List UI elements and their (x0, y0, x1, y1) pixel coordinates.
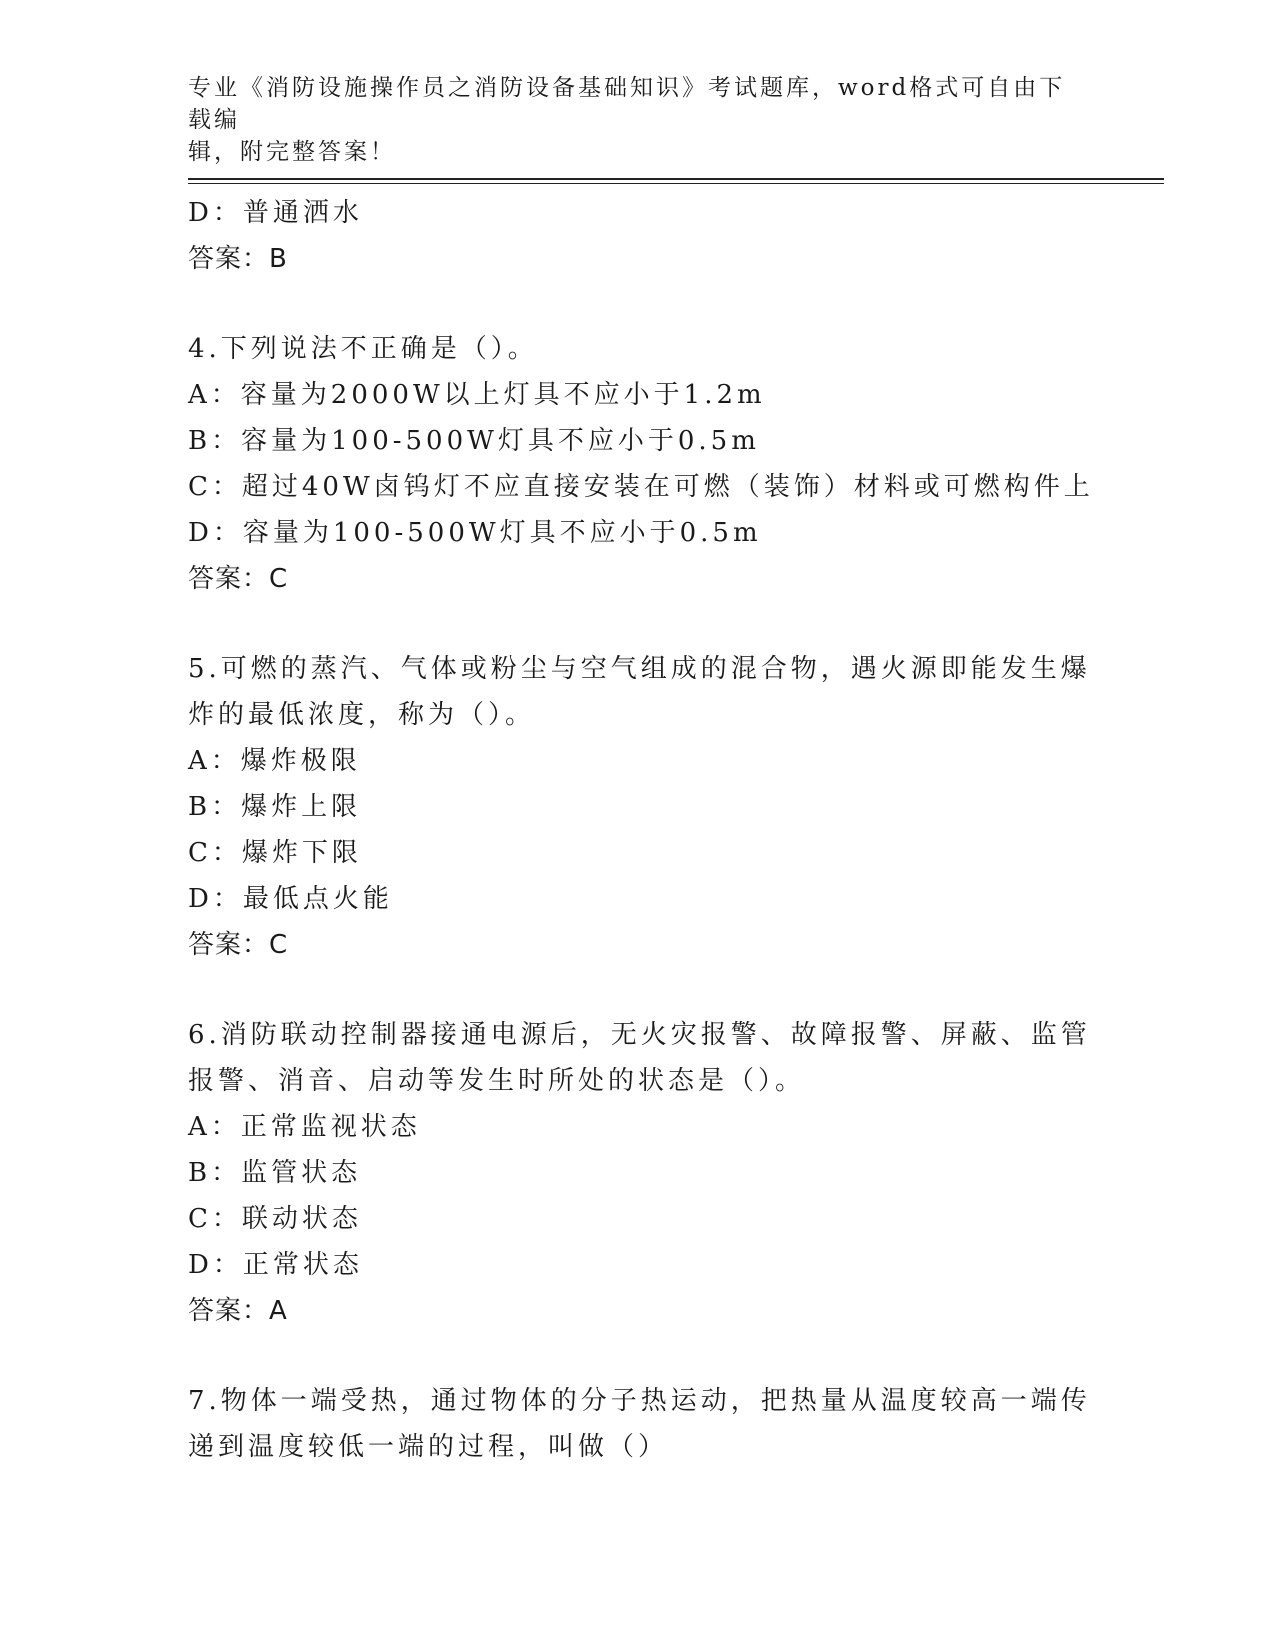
header-divider-thin (188, 183, 1164, 184)
option-b: B：容量为100-500W灯具不应小于0.5m (188, 426, 760, 456)
question-stem-line-2: 报警、消音、启动等发生时所处的状态是（）。 (188, 1066, 806, 1096)
question-stem-line-1: 5.可燃的蒸汽、气体或粉尘与空气组成的混合物，遇火源即能发生爆 (188, 654, 1091, 684)
option-a: A：容量为2000W以上灯具不应小于1.2m (188, 380, 766, 410)
document-header (188, 72, 1068, 168)
header-line-1: 专业《消防设施操作员之消防设备基础知识》考试题库，word格式可自由下载编 (188, 75, 1066, 133)
question-3-tail (188, 190, 1088, 282)
option-c: C：爆炸下限 (188, 838, 362, 868)
question-stem-line-2: 炸的最低浓度，称为（）。 (188, 700, 536, 730)
option-a: A：正常监视状态 (188, 1112, 421, 1142)
answer: 答案：C (188, 930, 289, 960)
question-4 (188, 326, 1094, 602)
question-7 (188, 1378, 1091, 1470)
option-d: D：容量为100-500W灯具不应小于0.5m (188, 518, 762, 548)
option-c: C：联动状态 (188, 1204, 362, 1234)
option-b: B：爆炸上限 (188, 792, 362, 822)
question-stem: 4.下列说法不正确是（）。 (188, 334, 538, 364)
question-5 (188, 646, 1091, 968)
option-c: C：超过40W卤钨灯不应直接安装在可燃（装饰）材料或可燃构件上 (188, 472, 1094, 502)
question-6 (188, 1012, 1091, 1334)
option-a: A：爆炸极限 (188, 746, 361, 776)
question-stem-line-2: 递到温度较低一端的过程，叫做（） (188, 1432, 669, 1462)
question-list (188, 190, 1094, 1470)
header-divider-thick (188, 178, 1164, 180)
answer: 答案：A (188, 1296, 288, 1326)
answer: 答案：B (188, 244, 288, 274)
header-line-2: 辑，附完整答案！ (188, 139, 396, 165)
answer: 答案：C (188, 564, 289, 594)
question-stem-line-1: 6.消防联动控制器接通电源后，无火灾报警、故障报警、屏蔽、监管 (188, 1020, 1091, 1050)
option-b: B：监管状态 (188, 1158, 362, 1188)
option-d: D：最低点火能 (188, 884, 393, 914)
option-d: D：正常状态 (188, 1250, 363, 1280)
question-stem-line-1: 7.物体一端受热，通过物体的分子热运动，把热量从温度较高一端传 (188, 1386, 1091, 1416)
option-d: D：普通洒水 (188, 198, 363, 228)
